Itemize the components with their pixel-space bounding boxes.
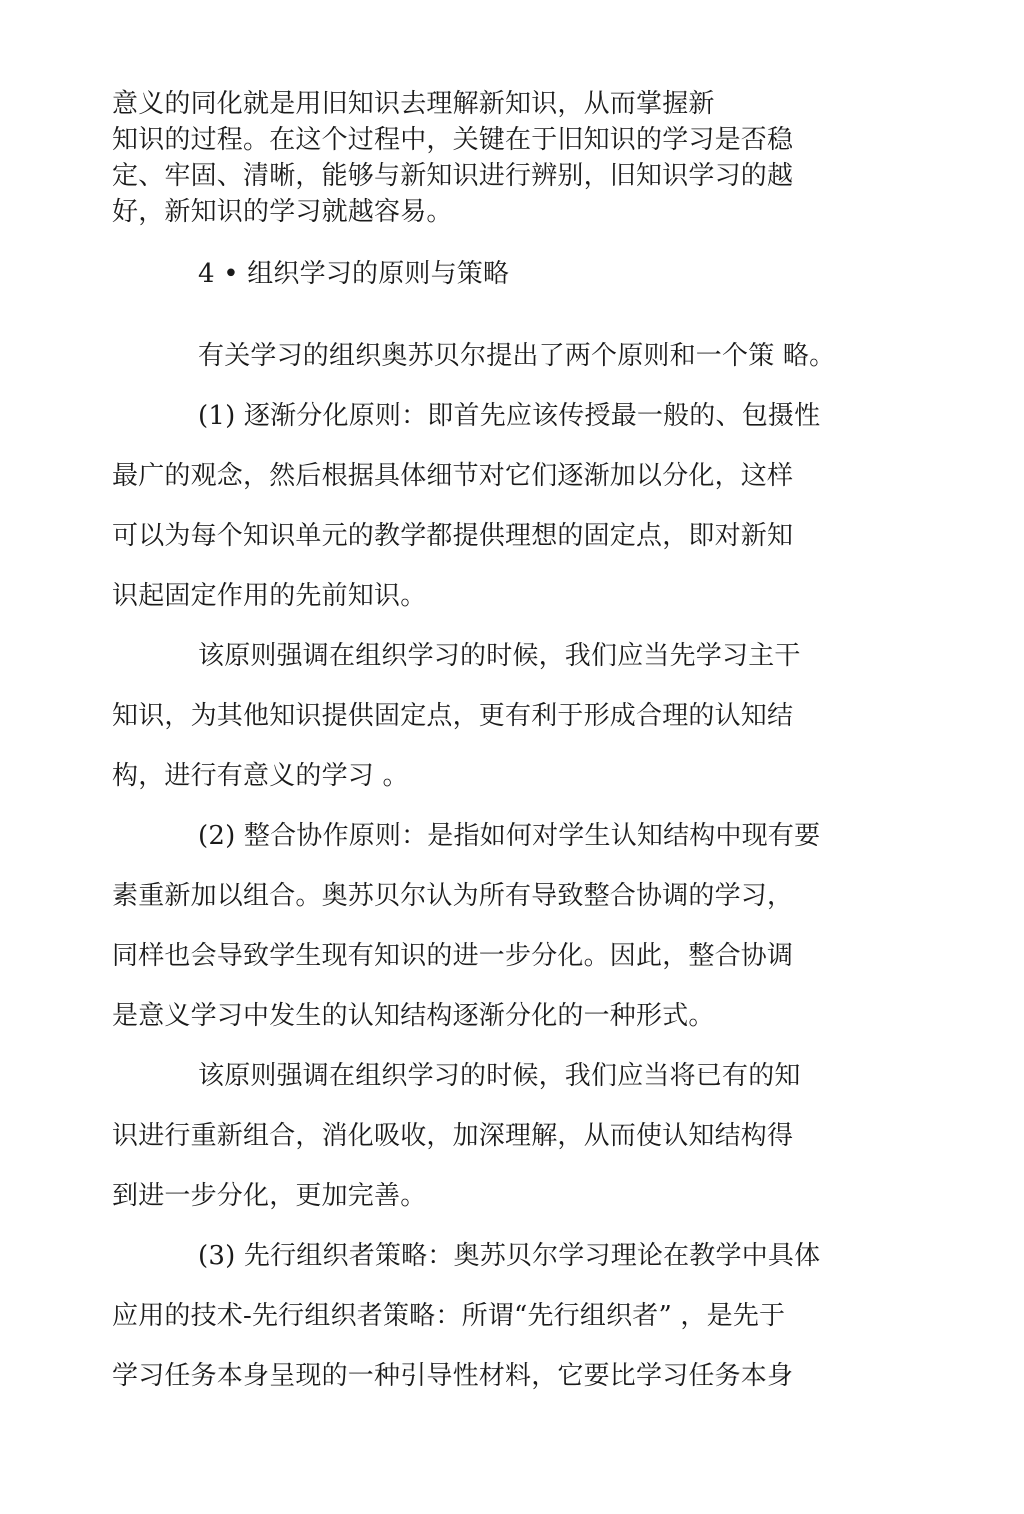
strategy-line-3: 学习任务本身呈现的一种引导性材料，它要比学习任务本身 <box>112 1361 794 1391</box>
intro-line-2: 知识的过程。在这个过程中，关键在于旧知识的学习是否稳 <box>112 125 794 155</box>
principle2-note-line-2: 识进行重新组合，消化吸收，加深理解，从而使认知结构得 <box>112 1121 794 1151</box>
principle1-note-line-1: 该原则强调在组织学习的时候，我们应当先学习主干 <box>198 641 801 671</box>
principle2-note-line-1: 该原则强调在组织学习的时候，我们应当将已有的知 <box>198 1061 801 1091</box>
overview-paragraph: 有关学习的组织奥苏贝尔提出了两个原则和一个策 略。 <box>198 341 836 371</box>
principle1-line-4: 识起固定作用的先前知识。 <box>112 581 427 611</box>
principle2-line-2: 素重新加以组合。奥苏贝尔认为所有导致整合协调的学习， <box>112 881 794 911</box>
strategy-line-2: 应用的技术-先行组织者策略：所谓“先行组织者” ，是先于 <box>112 1301 786 1331</box>
principle1-note-line-2: 知识，为其他知识提供固定点，更有利于形成合理的认知结 <box>112 701 794 731</box>
principle1-line-3: 可以为每个知识单元的教学都提供理想的固定点，即对新知 <box>112 521 794 551</box>
principle1-line-2: 最广的观念，然后根据具体细节对它们逐渐加以分化，这样 <box>112 461 794 491</box>
strategy-line-1: (3) 先行组织者策略：奥苏贝尔学习理论在教学中具体 <box>198 1241 821 1271</box>
principle1-note-line-3: 构，进行有意义的学习 。 <box>112 761 409 791</box>
intro-line-1: 意义的同化就是用旧知识去理解新知识，从而掌握新 <box>112 89 715 119</box>
principle1-line-1: (1) 逐渐分化原则：即首先应该传授最一般的、包摄性 <box>198 401 821 431</box>
section-heading: 4 • 组织学习的原则与策略 <box>198 259 510 289</box>
principle2-note-line-3: 到进一步分化，更加完善。 <box>112 1181 427 1211</box>
intro-line-4: 好，新知识的学习就越容易。 <box>112 197 453 227</box>
principle2-line-1: (2) 整合协作原则：是指如何对学生认知结构中现有要 <box>198 821 821 851</box>
principle2-line-4: 是意义学习中发生的认知结构逐渐分化的一种形式。 <box>112 1001 715 1031</box>
principle2-line-3: 同样也会导致学生现有知识的进一步分化。因此，整合协调 <box>112 941 794 971</box>
intro-line-3: 定、牢固、清晰，能够与新知识进行辨别，旧知识学习的越 <box>112 161 794 191</box>
